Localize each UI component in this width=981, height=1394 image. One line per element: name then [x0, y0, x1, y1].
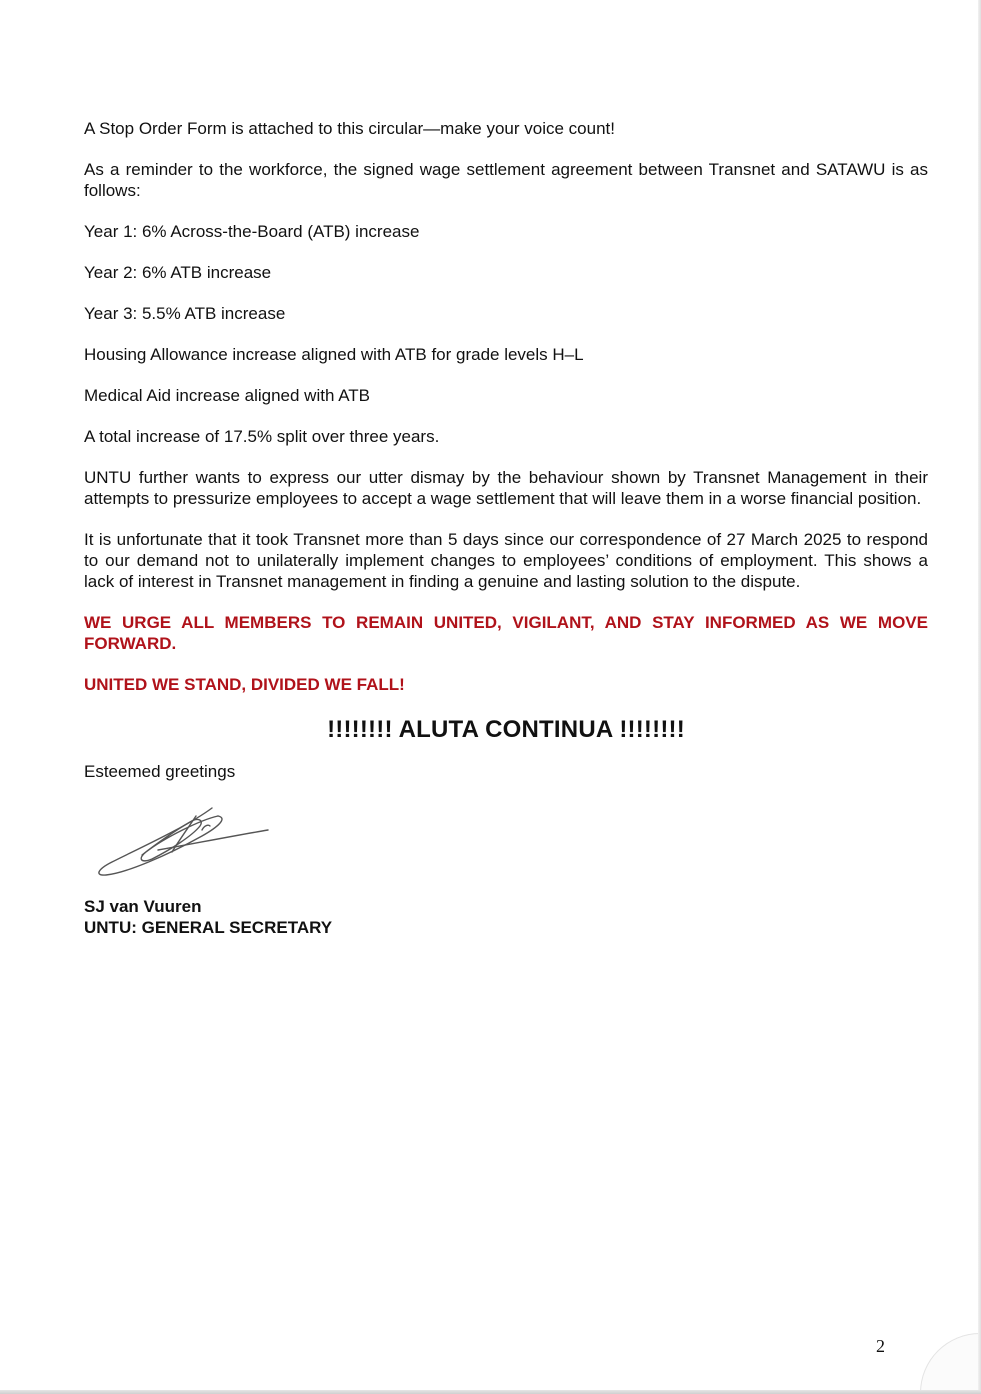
signer-name: SJ van Vuuren [84, 897, 202, 916]
housing-allowance-item: Housing Allowance increase aligned with ATB for grade levels H–L [84, 345, 584, 364]
medical-aid-item: Medical Aid increase aligned with ATB [84, 386, 371, 405]
dismay-paragraph: UNTU further wants to express our utter dismay by the behaviour shown by Transnet Management in their attempts to pressurize employees to accept a wage settlement that will leave them in a worse financial position. [84, 468, 928, 508]
reminder-paragraph: As a reminder to the workforce, the signed wage settlement agreement between Transnet and SATAWU is as follows: [84, 160, 928, 200]
united-we-stand-callout: UNITED WE STAND, DIVIDED WE FALL! [84, 675, 405, 694]
unfortunate-paragraph: It is unfortunate that it took Transnet more than 5 days since our correspondence of 27 March 2025 to respond to our demand not to unilaterally implement changes to employees’ conditions of employment. This shows a lack of interest in Transnet management in finding a genuine and lasting solution to the dispute. [84, 530, 928, 591]
urge-members-callout: WE URGE ALL MEMBERS TO REMAIN UNITED, VIGILANT, AND STAY INFORMED AS WE MOVE FORWARD. [84, 613, 928, 653]
handwritten-signature [92, 786, 292, 882]
total-increase-paragraph: A total increase of 17.5% split over three years. [84, 427, 440, 446]
closing-greeting: Esteemed greetings [84, 762, 236, 781]
year-2-item: Year 2: 6% ATB increase [84, 263, 272, 282]
page-number: 2 [876, 1336, 885, 1356]
signature-icon [92, 786, 292, 882]
year-3-item: Year 3: 5.5% ATB increase [84, 304, 286, 323]
page-corner-curl [920, 1333, 981, 1394]
signer-title: UNTU: GENERAL SECRETARY [84, 918, 333, 937]
aluta-continua-heading: !!!!!!!! ALUTA CONTINUA !!!!!!!! [327, 716, 685, 743]
year-1-item: Year 1: 6% Across-the-Board (ATB) increase [84, 222, 420, 241]
page-edge-bottom [0, 1390, 981, 1394]
stop-order-paragraph: A Stop Order Form is attached to this circular—make your voice count! [84, 119, 615, 138]
document-body [84, 118, 928, 938]
